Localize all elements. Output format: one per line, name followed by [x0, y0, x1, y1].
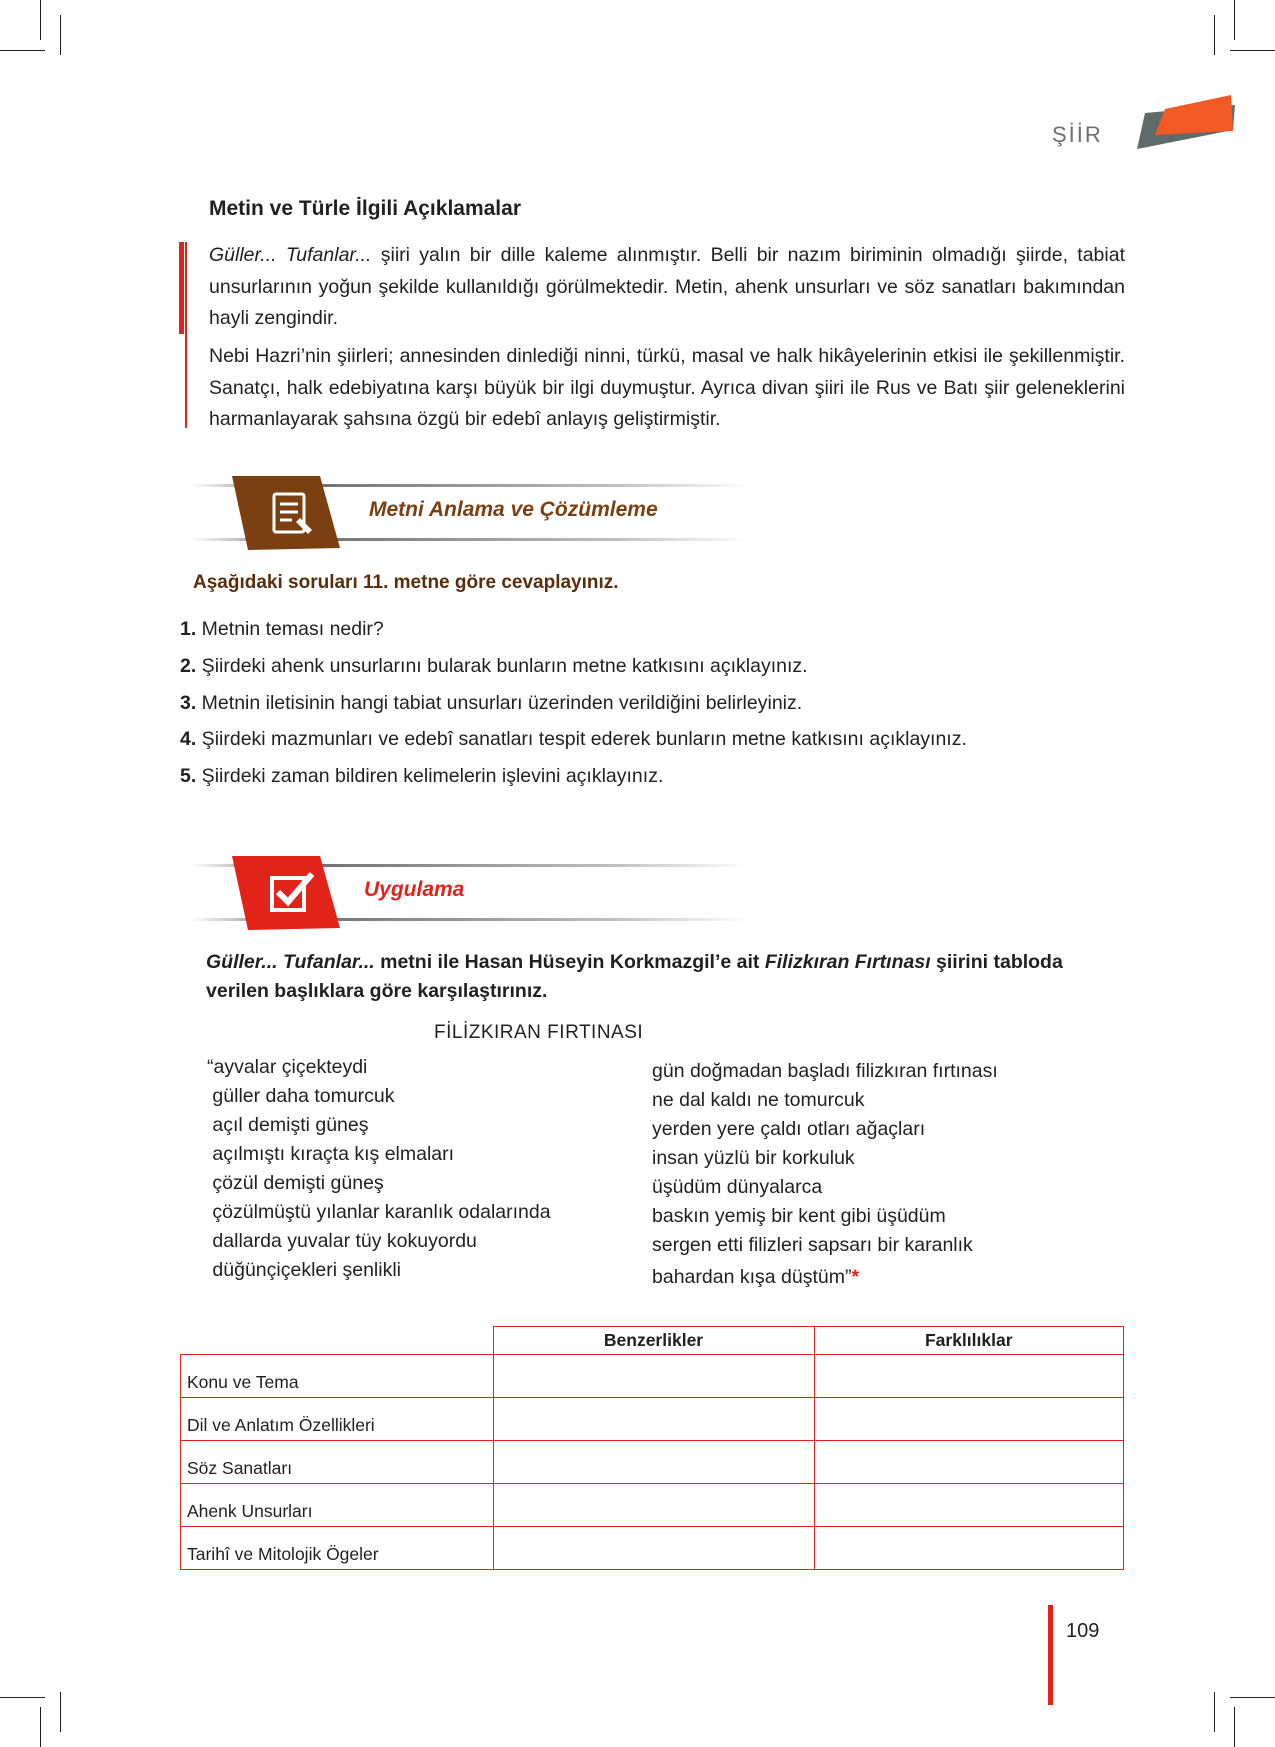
checkbox-check-icon: [268, 870, 316, 921]
differences-cell[interactable]: [814, 1527, 1124, 1570]
application-intro: Güller... Tufanlar... metni ile Hasan Hüseyin Korkmazgil’e ait Filizkıran Fırtınası şiirini tabloda verilen başlıklara göre karşılaştırınız.: [206, 951, 1063, 1002]
differences-cell[interactable]: [814, 1355, 1124, 1398]
poem-line: açılmıştı kıraçta kış elmaları: [207, 1143, 455, 1165]
row-label: Dil ve Anlatım Özellikleri: [181, 1398, 494, 1441]
analysis-banner-title: Metni Anlama ve Çözümleme: [369, 498, 658, 521]
poem-line: bahardan kışa düştüm”*: [652, 1266, 860, 1288]
explanations-title: Metin ve Türle İlgili Açıklamalar: [209, 197, 521, 220]
page-number: 109: [1066, 1620, 1100, 1642]
accent-line: [185, 242, 187, 428]
chapter-label: ŞİİR: [1052, 122, 1103, 147]
question-item: 1. Metnin teması nedir?: [180, 618, 384, 640]
poem-line: gün doğmadan başladı filizkıran fırtınası: [652, 1060, 998, 1082]
paragraph-text: şiiri yalın bir dille kaleme alınmıştır. Belli bir nazım biriminin olmadığı şiirde, tabiat unsurlarının yoğun şekilde kullanıldığı görülmektedir. Metin, ahenk unsurları ve söz sanatları bakımından hayli zengindir.: [209, 244, 1125, 329]
table-header-empty: [181, 1327, 494, 1355]
similarities-cell[interactable]: [493, 1355, 814, 1398]
similarities-cell[interactable]: [493, 1441, 814, 1484]
poem-line: sergen etti filizleri sapsarı bir karanlık: [652, 1234, 973, 1256]
poem-line: üşüdüm dünyalarca: [652, 1176, 823, 1198]
explanation-paragraph-2: Nebi Hazri’nin şiirleri; annesinden dinlediği ninni, türkü, masal ve halk hikâyelerinin etkisi ile şekillenmiştir. Sanatçı, halk edebiyatına karşı büyük bir ilgi duymuştur. Ayrıca divan şiiri ile Rus ve Batı şiir geleneklerini harmanlayarak şahsına özgü bir edebî anlayış geliştirmiştir.: [209, 345, 1125, 430]
poem-line: açıl demişti güneş: [207, 1114, 369, 1136]
poem-line: insan yüzlü bir korkuluk: [652, 1147, 855, 1169]
question-item: 5. Şiirdeki zaman bildiren kelimelerin işlevini açıklayınız.: [180, 765, 664, 787]
table-header-similarities: Benzerlikler: [493, 1327, 814, 1355]
analysis-instruction: Aşağıdaki soruları 11. metne göre cevaplayınız.: [193, 572, 619, 593]
poem-line: “ayvalar çiçekteydi: [207, 1056, 368, 1078]
table-header-row: [181, 1327, 1124, 1355]
footnote-mark: *: [851, 1266, 860, 1288]
application-banner: [190, 852, 750, 934]
table-row: [181, 1527, 1124, 1570]
explanation-paragraph-1: [209, 240, 1125, 335]
poem-line: ne dal kaldı ne tomurcuk: [652, 1089, 865, 1111]
table-row: [181, 1398, 1124, 1441]
row-label: Konu ve Tema: [181, 1355, 494, 1398]
row-label: Tarihî ve Mitolojik Ögeler: [181, 1527, 494, 1570]
table-row: [181, 1441, 1124, 1484]
document-pen-icon: [270, 490, 314, 543]
differences-cell[interactable]: [814, 1398, 1124, 1441]
poem-line: çözül demişti güneş: [207, 1172, 384, 1194]
accent-bar: [179, 242, 184, 334]
similarities-cell[interactable]: [493, 1484, 814, 1527]
row-label: Söz Sanatları: [181, 1441, 494, 1484]
table-row: [181, 1355, 1124, 1398]
differences-cell[interactable]: [814, 1484, 1124, 1527]
poem-line: dallarda yuvalar tüy kokuyordu: [207, 1230, 477, 1252]
poem-line: yerden yere çaldı otları ağaçları: [652, 1118, 926, 1140]
poem-name: Güller... Tufanlar...: [209, 244, 372, 266]
chapter-tab-graphic: [1125, 95, 1235, 150]
page-number-bar: [1048, 1605, 1053, 1705]
application-banner-title: Uygulama: [364, 878, 465, 901]
similarities-cell[interactable]: [493, 1527, 814, 1570]
analysis-banner: [190, 472, 750, 554]
poem-line: baskın yemiş bir kent gibi üşüdüm: [652, 1205, 946, 1227]
question-item: 3. Metnin iletisinin hangi tabiat unsurları üzerinden verildiğini belirleyiniz.: [180, 692, 803, 714]
row-label: Ahenk Unsurları: [181, 1484, 494, 1527]
poem-line: çözülmüştü yılanlar karanlık odalarında: [207, 1201, 551, 1223]
poem-line: düğünçiçekleri şenlikli: [207, 1259, 402, 1281]
similarities-cell[interactable]: [493, 1398, 814, 1441]
comparison-table: [180, 1326, 1124, 1570]
differences-cell[interactable]: [814, 1441, 1124, 1484]
poem-line: güller daha tomurcuk: [207, 1085, 395, 1107]
question-item: 4. Şiirdeki mazmunları ve edebî sanatları tespit ederek bunların metne katkısını açıklayınız.: [180, 728, 967, 750]
table-header-differences: Farklılıklar: [814, 1327, 1124, 1355]
question-item: 2. Şiirdeki ahenk unsurlarını bularak bunların metne katkısını açıklayınız.: [180, 655, 808, 677]
poem-title: FİLİZKIRAN FIRTINASI: [434, 1022, 644, 1043]
table-row: [181, 1484, 1124, 1527]
